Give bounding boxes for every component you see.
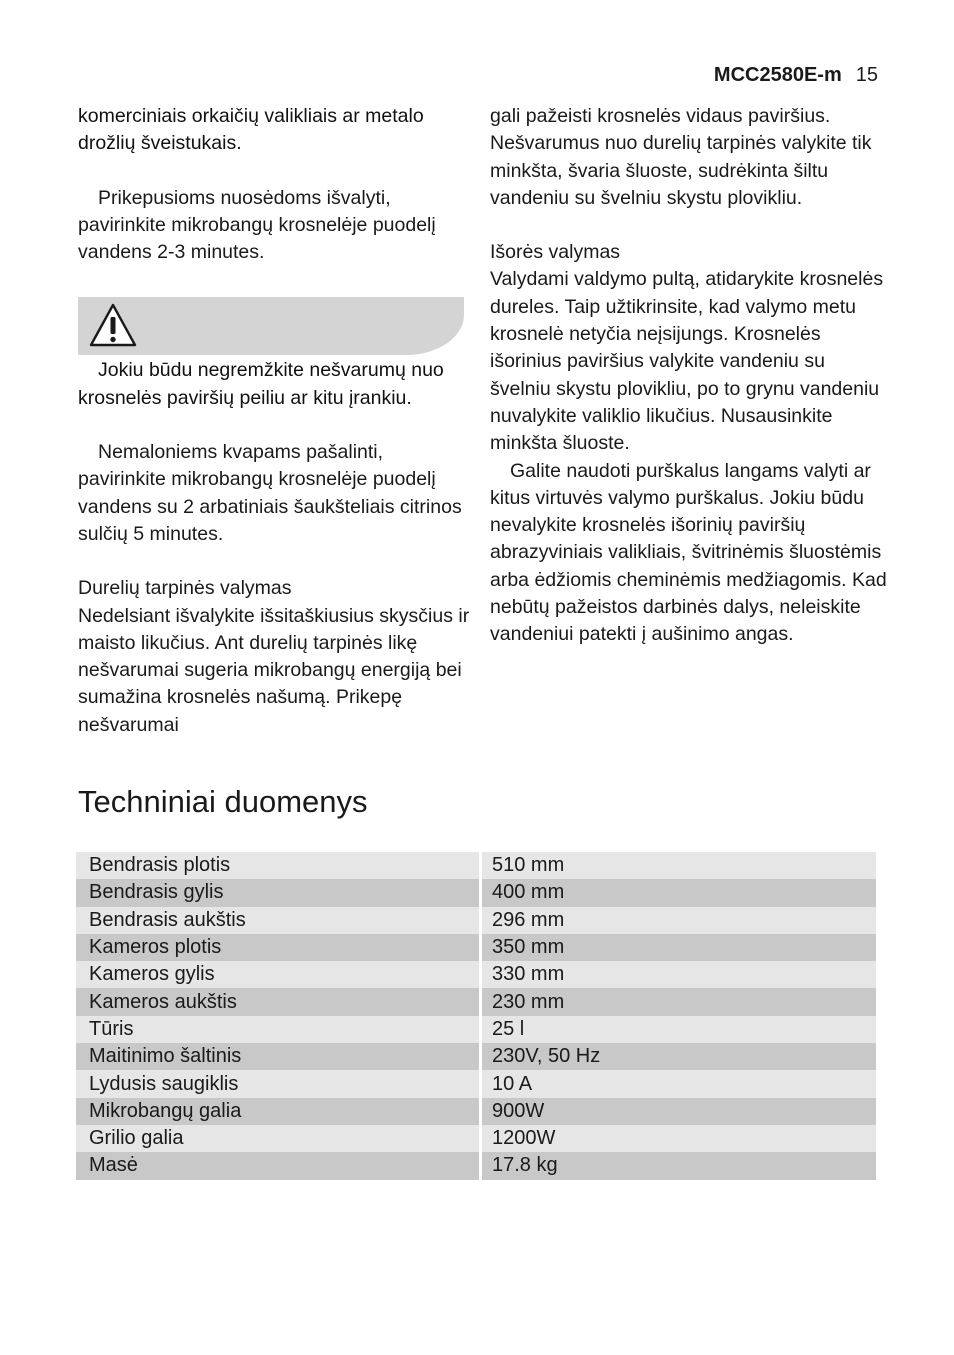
door-seal-heading: Durelių tarpinės valymas	[78, 577, 292, 600]
page-header	[714, 64, 878, 87]
outside-cleaning-heading: Išorės valymas	[490, 241, 621, 264]
table-row	[76, 1043, 876, 1070]
spec-label: Bendrasis plotis	[76, 852, 481, 879]
spec-value: 25 l	[481, 1016, 877, 1043]
left-paragraph-3: Nemaloniems kvapams pašalinti, pavirinkite mikrobangų krosnelėje puodelį vandens su 2 arbatiniais šaukšteliais citrinos sulčių 5 minutes.	[78, 441, 462, 545]
warning-text: Jokiu būdu negremžkite nešvarumų nuo krosnelės paviršių peiliu ar kitu įrankiu.	[78, 359, 444, 409]
spec-label: Bendrasis aukštis	[76, 907, 481, 934]
spec-label: Kameros plotis	[76, 934, 481, 961]
warning-bar	[78, 297, 464, 355]
table-row	[76, 961, 876, 988]
table-row	[76, 1152, 876, 1179]
spec-label: Lydusis saugiklis	[76, 1070, 481, 1097]
spec-label: Kameros gylis	[76, 961, 481, 988]
right-paragraph-1: gali pažeisti krosnelės vidaus paviršius. Nešvarumus nuo durelių tarpinės valykite tik minkšta, švaria šluoste, sudrėkinta šiltu vandeniu su švelniu skystu plovikliu.	[490, 105, 872, 209]
left-column	[78, 103, 470, 739]
spec-label: Kameros aukštis	[76, 988, 481, 1015]
table-row	[76, 1125, 876, 1152]
table-row	[76, 907, 876, 934]
spec-value: 10 A	[481, 1070, 877, 1097]
spec-value: 17.8 kg	[481, 1152, 877, 1179]
spec-label: Maitinimo šaltinis	[76, 1043, 481, 1070]
table-row	[76, 1098, 876, 1125]
table-row	[76, 1016, 876, 1043]
tech-spec-table	[76, 852, 876, 1180]
table-row	[76, 988, 876, 1015]
spec-label: Masė	[76, 1152, 481, 1179]
page-number: 15	[855, 64, 878, 86]
spec-value: 350 mm	[481, 934, 877, 961]
left-paragraph-2: Prikepusioms nuosėdoms išvalyti, pavirinkite mikrobangų krosnelėje puodelį vandens 2-3 minutes.	[78, 186, 436, 264]
model-name: MCC2580E-m	[713, 64, 842, 86]
left-paragraph-1: komerciniais orkaičių valikliais ar metalo drožlių šveistukais.	[78, 105, 424, 155]
spec-value: 330 mm	[481, 961, 877, 988]
warning-triangle-icon	[87, 301, 139, 349]
door-seal-text: Nedelsiant išvalykite išsitaškiusius skysčius ir maisto likučius. Ant durelių tarpinės likę nešvarumai sugeria mikrobangų energiją bei sumažina krosnelės našumą. Prikepę nešvarumai	[78, 604, 470, 736]
spec-value: 296 mm	[481, 907, 877, 934]
table-row	[76, 879, 876, 906]
spec-label: Bendrasis gylis	[76, 879, 481, 906]
spec-value: 400 mm	[481, 879, 877, 906]
spec-value: 1200W	[481, 1125, 877, 1152]
spec-value: 510 mm	[481, 852, 877, 879]
tech-data-title: Techniniai duomenys	[78, 784, 368, 819]
right-paragraph-2: Galite naudoti purškalus langams valyti ar kitus virtuvės valymo purškalus. Jokiu būdu nevalykite krosnelės išorinių paviršių abrazyviniais valikliais, švitrinėmis šluostėmis arba ėdžiomis cheminėmis medžiagomis. Kad nebūtų pažeistos darbinės dalys, neleiskite vandeniui patekti į aušinimo angas.	[490, 459, 887, 646]
table-row	[76, 852, 876, 879]
spec-label: Tūris	[76, 1016, 481, 1043]
table-row	[76, 934, 876, 961]
spec-value: 230 mm	[481, 988, 877, 1015]
spec-value: 900W	[481, 1098, 877, 1125]
spec-label: Grilio galia	[76, 1125, 481, 1152]
spec-value: 230V, 50 Hz	[481, 1043, 877, 1070]
outside-cleaning-text: Valydami valdymo pultą, atidarykite krosnelės dureles. Taip užtikrinsite, kad valymo metu krosnelė netyčia neįsijungs. Krosnelės išorinius paviršius valykite vandeniu su švelniu skystu plovikliu, po to grynu vandeniu nuvalykite valiklio likučius. Nusausinkite minkšta šluoste.	[490, 268, 884, 455]
right-column	[490, 103, 890, 649]
table-row	[76, 1070, 876, 1097]
spec-label: Mikrobangų galia	[76, 1098, 481, 1125]
